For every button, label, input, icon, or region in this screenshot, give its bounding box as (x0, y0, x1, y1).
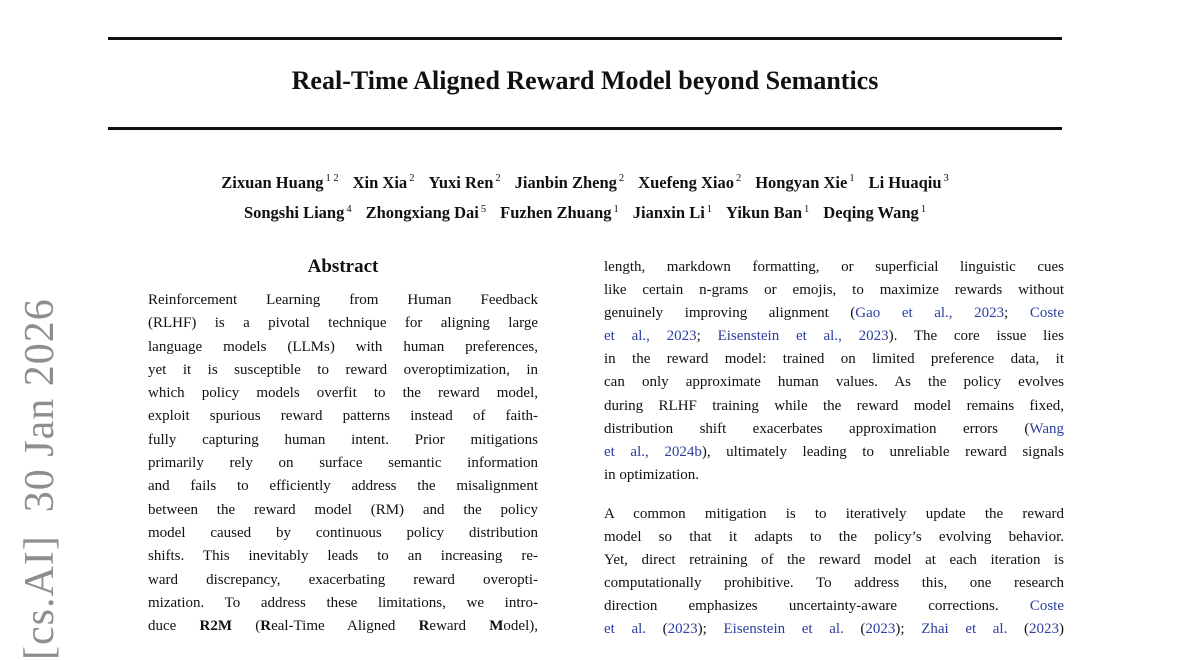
citation-link[interactable]: et al. (604, 621, 647, 638)
author-affiliation-sup: 4 (346, 203, 352, 215)
bold-text: R (418, 618, 430, 635)
bold-text: M (489, 618, 504, 635)
author-affiliation-sup: 2 (495, 173, 501, 184)
author-line-2 (108, 196, 1062, 227)
text-line: Reinforcement Learning from Human Feedback (148, 292, 538, 308)
text-line: fully capturing human intent. Prior mitigations (148, 431, 538, 448)
text-line: direction emphasizes uncertainty-aware corrections. Coste (604, 598, 1064, 615)
text-line: (RLHF) is a pivotal technique for aligning large (148, 315, 538, 332)
text-line: in optimization. (604, 466, 699, 483)
author-name: Yuxi Ren $^2$ (428, 172, 501, 192)
text-line: A common mitigation is to iteratively update the reward (604, 505, 1064, 522)
citation-link[interactable]: Wang (1029, 420, 1064, 437)
text-line: between the reward model (RM) and the policy (148, 501, 538, 518)
citation-link[interactable]: 2023 (667, 621, 698, 638)
author-name: Yikun Ban $^1$ (726, 203, 810, 222)
citation-link[interactable]: et al., 2023 (604, 328, 697, 345)
text-line: and fails to efficiently address the misalignment (148, 478, 538, 495)
text-line: et al., 2024b), ultimately leading to unreliable reward signals (604, 443, 1064, 460)
citation-link[interactable]: Gao et al., 2023 (855, 305, 1005, 322)
citation-link[interactable]: et al., 2024b (604, 443, 702, 460)
right-column (604, 256, 1064, 642)
author-name: Li Huaqiu $^3$ (868, 172, 949, 192)
paper-title: Real-Time Aligned Reward Model beyond Semantics (291, 66, 879, 95)
text-line: model caused by continuous policy distribution (148, 524, 538, 541)
author-name: Zhongxiang Dai $^5$ (365, 203, 487, 222)
author-affiliation-sup: 1 (613, 203, 619, 215)
citation-link[interactable]: Eisenstein et al. (723, 621, 844, 638)
author-affiliation-sup: 2 (618, 173, 625, 184)
text-line: during RLHF training while the reward model remains fixed, (604, 397, 1064, 414)
text-line: can only approximate human values. As the policy evolves (604, 374, 1064, 391)
bold-text: R (260, 618, 272, 635)
author-name: Xin Xia $^2$ (352, 172, 415, 192)
author-affiliation-sup: 1 (920, 203, 927, 215)
author-name: Jianbin Zheng $^2$ (514, 172, 625, 192)
citation-link[interactable]: Zhai et al. (921, 621, 1008, 638)
author-affiliation-sup: 1 (849, 173, 855, 184)
abstract-heading: Abstract (307, 256, 379, 277)
citation-link[interactable]: Eisenstein et al., 2023 (717, 328, 889, 345)
text-line: shifts. This inevitably leads to an increasing re- (148, 548, 538, 565)
text-line: distribution shift exacerbates approximation errors (Wang (604, 420, 1064, 437)
text-line: Yet, direct retraining of the reward model at each iteration is (604, 552, 1064, 569)
arxiv-watermark: [cs.AI] 30 Jan 2026 (17, 298, 63, 660)
text-line: et al., 2023; Eisenstein et al., 2023). The core issue lies (604, 328, 1065, 345)
bold-text: R2M (199, 618, 233, 635)
citation-link[interactable]: 2023 (1028, 621, 1059, 638)
author-name: Hongyan Xie $^1$ (755, 172, 855, 192)
text-line: computationally prohibitive. To address this, one research (604, 575, 1064, 592)
author-block (108, 165, 1062, 226)
author-affiliation-sup: 2 (409, 173, 415, 184)
author-line-1 (108, 165, 1062, 196)
citation-link[interactable]: 2023 (865, 621, 896, 638)
text-line: genuinely improving alignment (Gao et al., 2023; Coste (604, 305, 1065, 322)
text-line: which policy models overfit to the reward model, (148, 385, 538, 402)
author-affiliation-sup: 3 (943, 173, 949, 184)
author-affiliation-sup: 1 2 (325, 173, 339, 184)
author-affiliation-sup: 2 (735, 173, 742, 184)
author-affiliation-sup: 1 (804, 203, 810, 215)
text-line: in the reward model: trained on limited preference data, it (604, 351, 1064, 368)
text-line: primarily rely on surface semantic information (148, 455, 538, 472)
text-line: et al. (2023); Eisenstein et al. (2023); Zhai et al. (2023) (604, 621, 1064, 638)
citation-link[interactable]: Coste (1029, 598, 1064, 615)
author-affiliation-sup: 1 (706, 203, 713, 215)
text-line: length, markdown formatting, or superficial linguistic cues (604, 259, 1064, 275)
author-name: Songshi Liang $^4$ (243, 203, 352, 222)
text-line: yet it is susceptible to reward overoptimization, in (148, 361, 538, 378)
text-line: like certain n-grams or emojis, to maximize rewards without (604, 282, 1064, 299)
body-paragraph (604, 503, 1064, 642)
text-line: model so that it adapts to the policy’s evolving behavior. (604, 529, 1064, 546)
body-paragraph (604, 256, 1064, 487)
citation-link[interactable]: Coste (1029, 305, 1065, 322)
title-rule-bottom (108, 127, 1062, 130)
author-name: Zixuan Huang $^{1 2}$ (221, 172, 339, 192)
text-line: duce R2M (Real-Time Aligned Reward Model), (148, 618, 538, 635)
author-name: Xuefeng Xiao $^2$ (638, 172, 742, 192)
author-name: Fuzhen Zhuang $^1$ (500, 203, 619, 222)
abstract-text (148, 289, 538, 638)
text-line: language models (LLMs) with human preferences, (148, 338, 538, 355)
left-column (148, 256, 538, 638)
author-affiliation-sup: 5 (480, 203, 487, 215)
author-name: Deqing Wang $^1$ (823, 203, 927, 222)
title-rule-top (108, 37, 1062, 40)
text-line: ward discrepancy, exacerbating reward overopti- (148, 571, 538, 588)
text-line: exploit spurious reward patterns instead of faith- (148, 408, 538, 425)
author-name: Jianxin Li $^1$ (632, 203, 713, 222)
text-line: mization. To address these limitations, we intro- (148, 594, 538, 611)
